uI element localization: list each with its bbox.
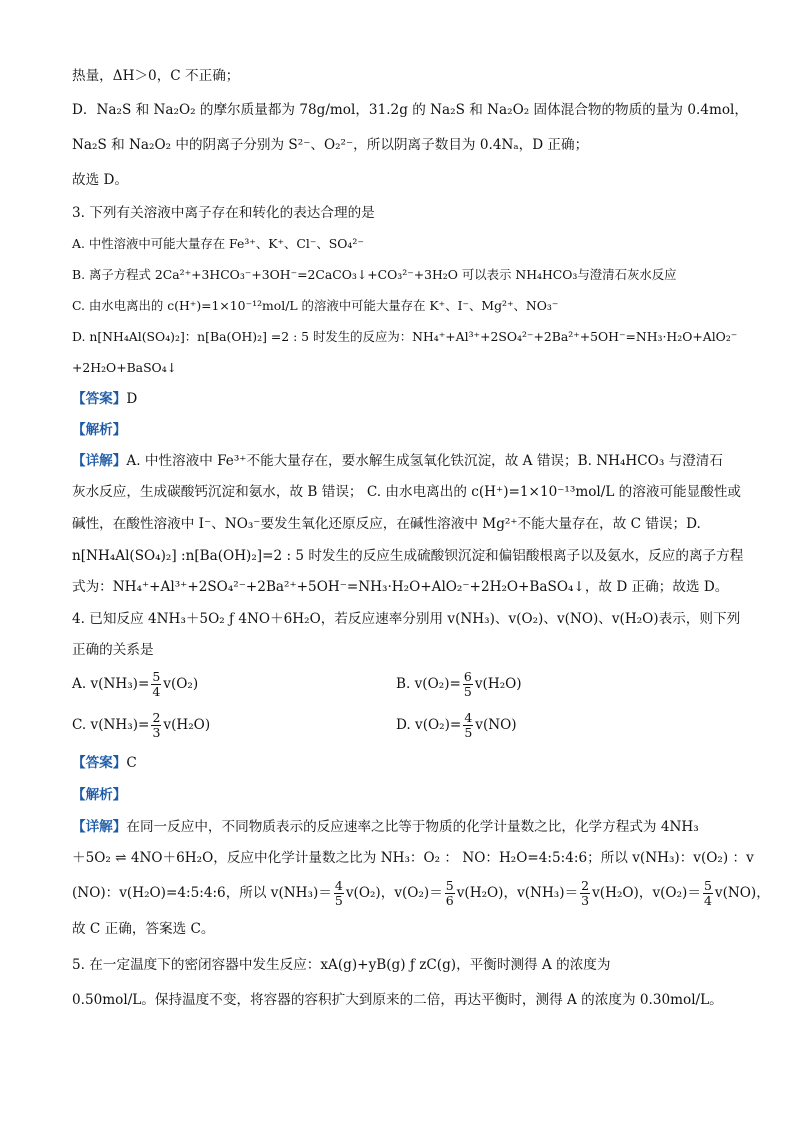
- explanation-text: 在同一反应中，不同物质表示的反应速率之比等于物质的化学计量数之比，化学方程式为 4NH₃: [126, 819, 699, 835]
- option-c-text: C. v(NH₃)=: [72, 717, 150, 733]
- explanation-tag: 【详解】: [72, 819, 127, 835]
- text-segment: v(H₂O)，v(O₂)＝: [592, 885, 701, 901]
- analysis-heading: [72, 785, 126, 805]
- text-segment: v(H₂O)，v(NH₃)＝: [456, 885, 579, 901]
- option-d-tail: v(NO): [475, 717, 517, 733]
- numerator: 5: [703, 878, 712, 893]
- option-d-cont: +2H₂O+BaSO₄↓: [72, 360, 178, 375]
- option-d: [396, 711, 517, 740]
- option-a-text: A. v(NH₃)=: [72, 676, 150, 692]
- analysis-heading: [72, 420, 126, 440]
- answer-tag: 【答案】: [72, 755, 127, 771]
- denominator: 5: [463, 684, 472, 699]
- numerator: 2: [581, 878, 590, 893]
- text-line: 正确的关系是: [72, 642, 154, 658]
- question-4-stem: 4. 已知反应 4NH₃＋5O₂ ƒ 4NO＋6H₂O，若反应速率分别用 v(NH₃)、v(O₂)、v(NO)、v(H₂O)表示，则下列: [72, 611, 741, 627]
- explanation-tag: 【详解】: [72, 453, 127, 469]
- text-line: ＋5O₂ ⇌ 4NO＋6H₂O，反应中化学计量数之比为 NH₃：O₂ ： NO：H₂O=4:5:4:6；所以 v(NH₃)：v(O₂) ：v: [72, 850, 754, 866]
- analysis-tag: 【解析】: [72, 422, 127, 438]
- denominator: 4: [152, 684, 161, 699]
- text-line: 故 C 正确，答案选 C。: [72, 921, 215, 937]
- denominator: 3: [581, 893, 590, 908]
- fraction: [445, 879, 455, 908]
- numerator: 5: [152, 669, 161, 684]
- option-b-text: B. v(O₂)=: [396, 676, 461, 692]
- fraction: [334, 879, 344, 908]
- answer-value: D: [126, 391, 138, 407]
- text-line: 灰水反应，生成碳酸钙沉淀和氨水，故 B 错误； C. 由水电离出的 c(H⁺)=1×10⁻¹³mol/L 的溶液可能显酸性或: [72, 484, 742, 500]
- text-line: n[NH₄Al(SO₄)₂] :n[Ba(OH)₂]=2 : 5 时发生的反应生成硫酸钡沉淀和偏铝酸根离子以及氨水，反应的离子方程: [72, 548, 744, 564]
- option-b: [396, 670, 522, 699]
- text-segment: v(O₂)，v(O₂)＝: [345, 885, 443, 901]
- fraction: [151, 670, 161, 699]
- text-line: 式为：NH₄⁺+Al³⁺+2SO₄²⁻+2Ba²⁺+5OH⁻=NH₃·H₂O+AlO₂⁻+2H₂O+BaSO₄↓，故 D 正确；故选 D。: [72, 579, 729, 595]
- analysis-tag: 【解析】: [72, 787, 127, 803]
- text-line: D．Na₂S 和 Na₂O₂ 的摩尔质量都为 78g/mol，31.2g 的 Na₂S 和 Na₂O₂ 固体混合物的物质的量为 0.4mol，: [72, 102, 748, 118]
- option-c: [72, 711, 210, 740]
- denominator: 6: [445, 893, 454, 908]
- text-line: 故选 D。: [72, 172, 129, 188]
- explanation-text: A. 中性溶液中 Fe³⁺不能大量存在，要水解生成氢氧化铁沉淀，故 A 错误；B. NH₄HCO₃ 与澄清石: [126, 453, 723, 469]
- question-3-stem: 3. 下列有关溶液中离子存在和转化的表达合理的是: [72, 205, 375, 221]
- text-segment: v(NO)，: [714, 885, 770, 901]
- option-c-tail: v(H₂O): [163, 717, 211, 733]
- answer-value: C: [126, 755, 137, 771]
- text-line: 0.50mol/L。保持温度不变，将容器的容积扩大到原来的二倍，再达平衡时，测得 A 的浓度为 0.30mol/L。: [72, 992, 723, 1008]
- option-a-tail: v(O₂): [163, 676, 199, 692]
- answer-line: [72, 753, 137, 773]
- option-a: [72, 670, 198, 699]
- option-a: A. 中性溶液中可能大量存在 Fe³⁺、K⁺、Cl⁻、SO₄²⁻: [72, 236, 364, 251]
- option-b: B. 离子方程式 2Ca²⁺+3HCO₃⁻+3OH⁻=2CaCO₃↓+CO₃²⁻+3H₂O 可以表示 NH₄HCO₃与澄清石灰水反应: [72, 267, 677, 282]
- text-line: Na₂S 和 Na₂O₂ 中的阴离子分别为 S²⁻、O₂²⁻，所以阴离子数目为 0.4Nₐ，D 正确；: [72, 137, 589, 153]
- denominator: 3: [152, 725, 161, 740]
- explanation-line: [72, 451, 723, 471]
- text-line: 碱性，在酸性溶液中 I⁻、NO₃⁻要发生氧化还原反应，在碱性溶液中 Mg²⁺不能大量存在，故 C 错误；D.: [72, 516, 701, 532]
- numerator: 4: [334, 878, 343, 893]
- fraction: [463, 670, 473, 699]
- answer-line: [72, 389, 137, 409]
- text-line-fractions: [72, 879, 770, 908]
- answer-tag: 【答案】: [72, 391, 127, 407]
- denominator: 5: [334, 893, 343, 908]
- option-d-text: D. v(O₂)=: [396, 717, 462, 733]
- numerator: 6: [463, 669, 472, 684]
- numerator: 2: [152, 710, 161, 725]
- explanation-line: [72, 817, 699, 837]
- text-segment: (NO)：v(H₂O)=4:5:4:6，所以 v(NH₃)＝: [72, 885, 332, 901]
- fraction: [703, 879, 713, 908]
- numerator: 4: [464, 710, 473, 725]
- fraction: [463, 711, 473, 740]
- question-5-stem: 5. 在一定温度下的密闭容器中发生反应：xA(g)+yB(g) ƒ zC(g)，平衡时测得 A 的浓度为: [72, 957, 611, 973]
- denominator: 5: [464, 725, 473, 740]
- option-c: C. 由水电离出的 c(H⁺)=1×10⁻¹²mol/L 的溶液中可能大量存在 K⁺、I⁻、Mg²⁺、NO₃⁻: [72, 298, 559, 313]
- denominator: 4: [703, 893, 712, 908]
- option-b-tail: v(H₂O): [474, 676, 522, 692]
- text-line: 热量，ΔH＞0，C 不正确；: [72, 68, 240, 84]
- fraction: [580, 879, 590, 908]
- fraction: [151, 711, 161, 740]
- option-d: D. n[NH₄Al(SO₄)₂]：n[Ba(OH)₂] =2 : 5 时发生的反应为：NH₄⁺+Al³⁺+2SO₄²⁻+2Ba²⁺+5OH⁻=NH₃·H₂O+AlO₂⁻: [72, 329, 738, 344]
- numerator: 5: [445, 878, 454, 893]
